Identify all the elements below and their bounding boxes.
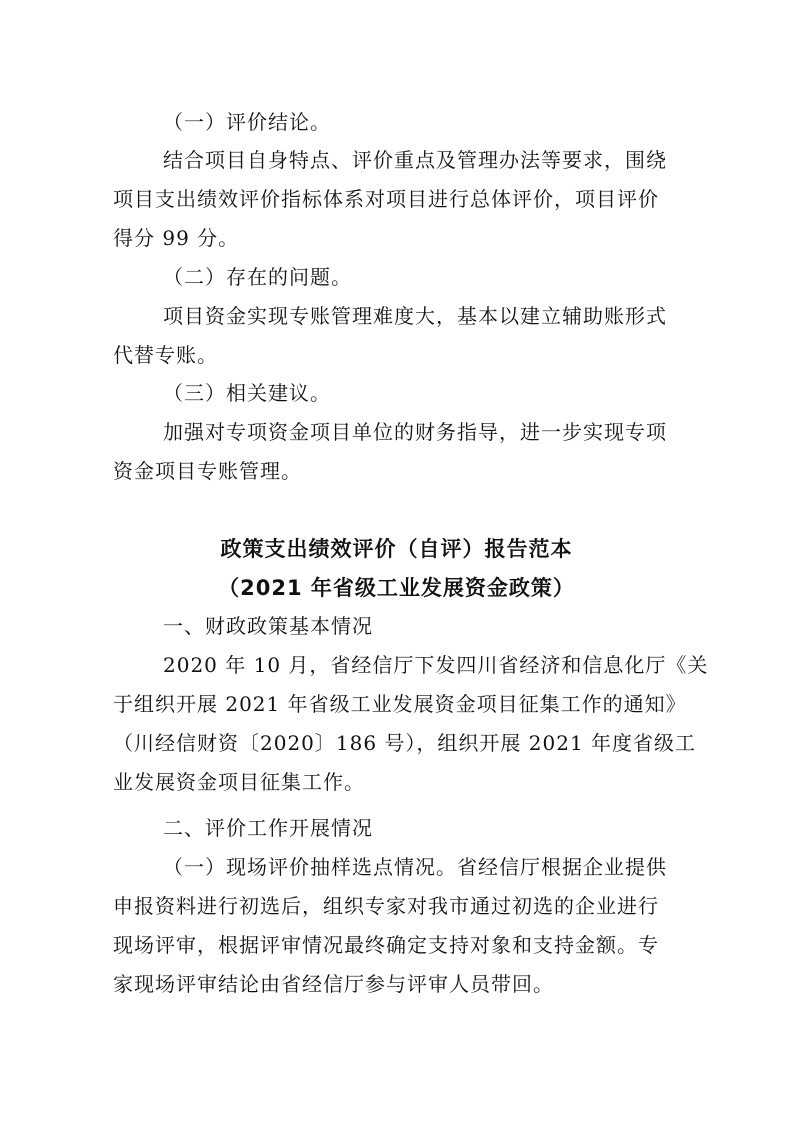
report-subtitle: （2021 年省级工业发展资金政策） — [218, 576, 575, 600]
part1-line-3: （川经信财资〔2020〕186 号），组织开展 2021 年度省级工 — [113, 731, 697, 755]
part1-line-4: 业发展资金项目征集工作。 — [113, 770, 365, 794]
part1-line-1: 2020 年 10 月，省经信厅下发四川省经济和信息化厅《关 — [163, 653, 709, 677]
problems-line-1: 项目资金实现专账管理难度大，基本以建立辅助账形式 — [163, 304, 667, 328]
problems-line-2: 代替专账。 — [113, 343, 218, 367]
part1-heading: 一、财政政策基本情况 — [163, 614, 373, 638]
suggestions-line-2: 资金项目专账管理。 — [113, 459, 302, 483]
problems-heading: （二）存在的问题。 — [163, 265, 352, 289]
part2-line-4: 家现场评审结论由省经信厅参与评审人员带回。 — [113, 972, 554, 996]
conclusion-line-2: 项目支出绩效评价指标体系对项目进行总体评价，项目评价 — [113, 187, 659, 211]
part2-line-2: 申报资料进行初选后，组织专家对我市通过初选的企业进行 — [113, 894, 659, 918]
part2-heading: 二、评价工作开展情况 — [163, 816, 373, 840]
report-title: 政策支出绩效评价（自评）报告范本 — [220, 537, 573, 561]
suggestions-line-1: 加强对专项资金项目单位的财务指导，进一步实现专项 — [163, 420, 667, 444]
conclusion-line-3: 得分 99 分。 — [113, 226, 240, 250]
part1-line-2: 于组织开展 2021 年省级工业发展资金项目征集工作的通知》 — [113, 692, 687, 716]
part2-line-3: 现场评审，根据评审情况最终确定支持对象和支持金额。专 — [113, 933, 659, 957]
suggestions-heading: （三）相关建议。 — [163, 381, 331, 405]
part2-line-1: （一）现场评价抽样选点情况。省经信厅根据企业提供 — [163, 855, 667, 879]
conclusion-line-1: 结合项目自身特点、评价重点及管理办法等要求，围绕 — [163, 148, 667, 172]
conclusion-heading: （一）评价结论。 — [163, 110, 331, 134]
